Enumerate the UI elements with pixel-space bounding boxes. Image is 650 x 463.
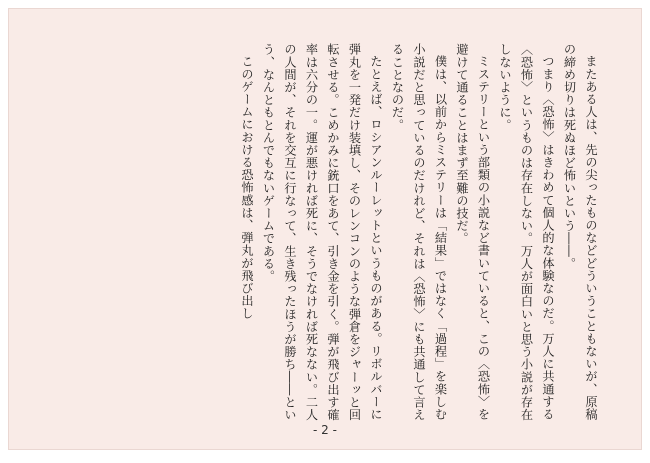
paragraph-2: つまり〈恐怖〉はきわめて個人的な体験なのだ。万人に共通する〈恐怖〉というものは存在しない。万人が面白いと思う小説が存在しないように。 <box>498 43 555 421</box>
paragraph-3: ミステリーという部類の小説など書いていると、この〈恐怖〉を避けて通ることはまず至難の技だ。 <box>455 43 491 421</box>
paragraph-1: またある人は、先の尖ったものなどどういうこともないが、原稿の締め切りは死ぬほど怖いという――。 <box>562 43 598 421</box>
paragraph-5: たとえば、ロシアンルーレットというものがある。リボルバーに弾丸を一発だけ装填し、そのレンコンのような弾倉をジャーッと回転させる。こめかみに銃口をあて、引き金を引く。弾が飛び出す確率は六分の一。運が悪ければ死に、そうでなければ死なない。二人の人間が、それを交互に行なって、生き残ったほうが勝ち――という、なんともとんでもないゲームである。 <box>261 43 383 421</box>
page-number: - 2 - <box>313 423 337 437</box>
document-page <box>8 8 642 450</box>
paragraph-6: このゲームにおける恐怖感は、弾丸が飛び出し <box>240 55 254 320</box>
paragraph-4: 僕は、以前からミステリーは「結果」ではなく「過程」を楽しむ小説だと思っているのだけれど、それは〈恐怖〉にも共通して言えることなのだ。 <box>390 43 448 421</box>
vertical-body-text <box>31 43 601 423</box>
